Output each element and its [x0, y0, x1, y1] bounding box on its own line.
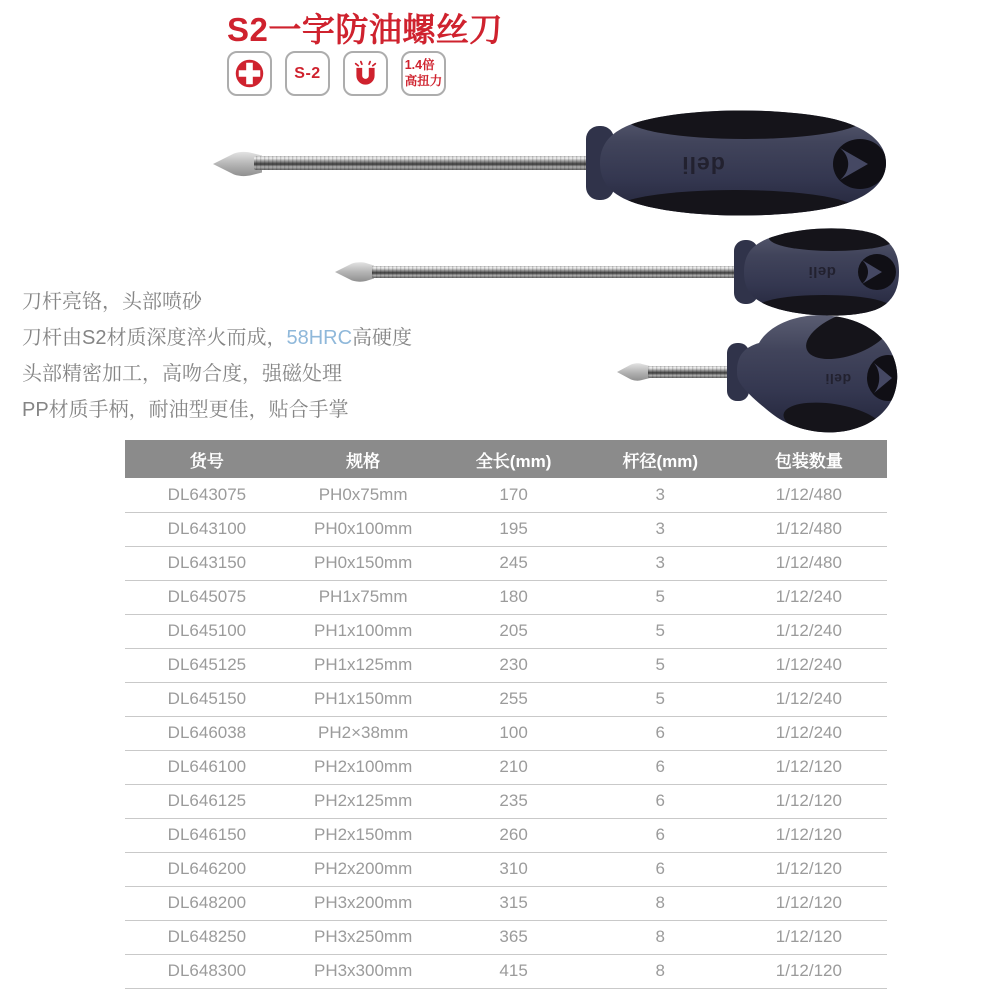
feature-line-3: 头部精密加工，高吻合度，强磁处理 [22, 363, 342, 385]
table-cell: 6 [590, 750, 731, 784]
table-cell: 1/12/120 [731, 886, 887, 920]
table-cell: 235 [437, 784, 589, 818]
table-cell: 6 [590, 852, 731, 886]
table-cell: 1/12/240 [731, 682, 887, 716]
table-cell: 8 [590, 954, 731, 988]
table-cell: 1/12/120 [731, 954, 887, 988]
table-cell: DL648200 [125, 886, 289, 920]
table-cell: DL646100 [125, 750, 289, 784]
table-row [125, 614, 887, 648]
deli-logo-text: deli [824, 371, 852, 387]
phillips-screwdriver-stubby [617, 299, 909, 440]
table-row [125, 954, 887, 988]
table-cell: 1/12/480 [731, 546, 887, 580]
shaft-texture [254, 156, 602, 170]
table-cell: 205 [437, 614, 589, 648]
table-cell: PH0x100mm [289, 512, 438, 546]
table-cell: 170 [437, 478, 589, 512]
table-cell: PH2×38mm [289, 716, 438, 750]
table-cell: 1/12/120 [731, 920, 887, 954]
table-cell: 1/12/240 [731, 648, 887, 682]
col-header-packqty: 包装数量 [731, 440, 887, 478]
table-cell: 3 [590, 512, 731, 546]
table-row [125, 852, 887, 886]
table-cell: 210 [437, 750, 589, 784]
table-cell: 415 [437, 954, 589, 988]
feature-line-1: 刀杆亮铬，头部喷砂 [22, 291, 202, 313]
table-row [125, 546, 887, 580]
table-cell: 315 [437, 886, 589, 920]
table-row [125, 784, 887, 818]
shaft-texture [648, 366, 740, 378]
table-cell: 1/12/120 [731, 818, 887, 852]
spec-table-header [125, 440, 887, 478]
table-cell: 365 [437, 920, 589, 954]
spec-table-body [125, 478, 887, 988]
table-cell: PH2x100mm [289, 750, 438, 784]
table-cell: 6 [590, 716, 731, 750]
table-cell: DL646150 [125, 818, 289, 852]
table-cell: 245 [437, 546, 589, 580]
table-row [125, 478, 887, 512]
table-cell: PH0x150mm [289, 546, 438, 580]
table-cell: DL645100 [125, 614, 289, 648]
spec-table [125, 440, 887, 989]
table-cell: DL648250 [125, 920, 289, 954]
table-row [125, 682, 887, 716]
table-cell: DL643075 [125, 478, 289, 512]
table-row [125, 512, 887, 546]
table-cell: 180 [437, 580, 589, 614]
feature-line-2: 刀杆由S2材质深度淬火而成，58HRC高硬度 [22, 327, 413, 349]
table-cell: 100 [437, 716, 589, 750]
table-cell: 1/12/480 [731, 512, 887, 546]
table-cell: 255 [437, 682, 589, 716]
handle-grip-insert [627, 99, 863, 139]
table-row [125, 648, 887, 682]
table-cell: 260 [437, 818, 589, 852]
table-cell: PH0x75mm [289, 478, 438, 512]
table-cell: DL646200 [125, 852, 289, 886]
table-cell: 8 [590, 920, 731, 954]
col-header-diameter: 杆径(mm) [590, 440, 731, 478]
table-cell: PH3x200mm [289, 886, 438, 920]
table-cell: DL645150 [125, 682, 289, 716]
table-cell: DL646125 [125, 784, 289, 818]
feature-line-4: PP材质手柄，耐油型更佳，贴合手掌 [22, 399, 349, 421]
table-cell: 3 [590, 478, 731, 512]
handle-grip-insert [769, 225, 897, 251]
table-cell: 310 [437, 852, 589, 886]
table-cell: 195 [437, 512, 589, 546]
deli-logo-text: deli [681, 152, 725, 178]
table-cell: 1/12/120 [731, 852, 887, 886]
table-cell: 1/12/240 [731, 614, 887, 648]
table-cell: PH1x150mm [289, 682, 438, 716]
table-row [125, 886, 887, 920]
col-header-length: 全长(mm) [437, 440, 589, 478]
torque-line1: 1.4倍 [404, 57, 435, 72]
table-cell: PH3x250mm [289, 920, 438, 954]
table-row [125, 920, 887, 954]
table-cell: PH1x100mm [289, 614, 438, 648]
handle-grip-insert [615, 190, 855, 228]
table-cell: DL643100 [125, 512, 289, 546]
table-cell: PH2x200mm [289, 852, 438, 886]
table-cell: 1/12/240 [731, 580, 887, 614]
table-cell: PH1x75mm [289, 580, 438, 614]
feature-highlight: 58HRC [286, 327, 353, 349]
col-header-code: 货号 [125, 440, 289, 478]
table-row [125, 716, 887, 750]
table-cell: DL646038 [125, 716, 289, 750]
table-cell: 5 [590, 648, 731, 682]
table-cell: DL643150 [125, 546, 289, 580]
table-cell: PH3x300mm [289, 954, 438, 988]
table-cell: 5 [590, 580, 731, 614]
table-cell: 230 [437, 648, 589, 682]
phillips-screwdriver-large [213, 99, 887, 228]
table-row [125, 818, 887, 852]
table-cell: 1/12/480 [731, 478, 887, 512]
table-row [125, 750, 887, 784]
col-header-spec: 规格 [289, 440, 438, 478]
table-cell: 1/12/240 [731, 716, 887, 750]
table-cell: 6 [590, 818, 731, 852]
table-row [125, 580, 887, 614]
phillips-screwdriver-medium [335, 225, 899, 319]
table-cell: 3 [590, 546, 731, 580]
torque-line2: 高扭力 [404, 73, 443, 88]
table-cell: 1/12/120 [731, 784, 887, 818]
shaft-texture [372, 266, 748, 278]
table-cell: DL648300 [125, 954, 289, 988]
table-cell: DL645075 [125, 580, 289, 614]
table-cell: 5 [590, 682, 731, 716]
table-cell: PH1x125mm [289, 648, 438, 682]
feature-list [22, 284, 412, 428]
table-cell: 1/12/120 [731, 750, 887, 784]
table-cell: 5 [590, 614, 731, 648]
table-cell: DL645125 [125, 648, 289, 682]
page-title: S2一字防油螺丝刀 [227, 11, 503, 48]
deli-logo-text: deli [808, 263, 836, 280]
table-cell: 6 [590, 784, 731, 818]
screwdriver-tip [617, 363, 650, 380]
table-cell: PH2x125mm [289, 784, 438, 818]
badge-s2: S-2 [285, 51, 330, 96]
table-cell: PH2x150mm [289, 818, 438, 852]
screwdriver-tip [335, 262, 374, 281]
table-cell: 8 [590, 886, 731, 920]
